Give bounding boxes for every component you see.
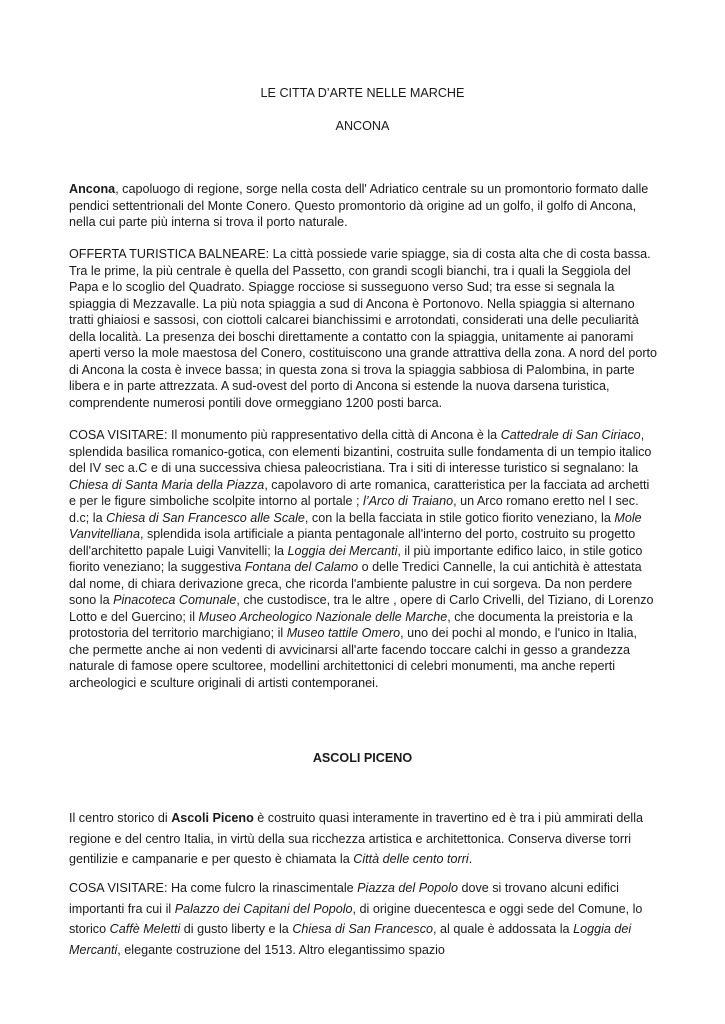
italic-run: Cattedrale di San Ciriaco bbox=[500, 428, 641, 442]
ancona-intro-text: , capoluogo di regione, sorge nella costa dell' Adriatico centrale su un promontorio formato dalle pendici settentrionali del Monte Conero. Questo promontorio dà origine ad un golfo, il golfo di Ancona, nella cui parte più interna si trova il porto naturale. bbox=[69, 182, 649, 229]
text-run: o delle Tredici Cannelle, la cui antichità è attestata dal nome, di chiara derivazione greca, che ricorda l'ambiente palustre in cui sorgeva. Da non perdere sono la bbox=[69, 560, 642, 607]
italic-run: Chiesa di Santa Maria della Piazza bbox=[69, 477, 265, 492]
text-run: , uno dei pochi al mondo, e l'unico in Italia, che permette anche ai non vedenti di avvicinarsi all'arte facendo toccare calchi in gesso a grandezza naturale di famose opere scultoree, modellini architettonici di celebri monumenti, ma anche reperti archeologici e sculture originali di artisti contemporanei. bbox=[69, 626, 638, 690]
text-run: di gusto liberty e la bbox=[180, 922, 293, 936]
italic-run: Museo tattile Omero bbox=[286, 626, 401, 640]
text-run: COSA VISITARE: Ha come fulcro la rinascimentale bbox=[69, 881, 358, 895]
text-run: è costruito quasi interamente in travertino ed è tra i più ammirati della regione e del centro Italia, in virtù della sua ricchezza artistica e architettonica. Conserva diverse torri gentilizie e campanarie e per questo è chiamata la bbox=[69, 811, 643, 866]
ancona-name: Ancona bbox=[69, 182, 116, 196]
city-title-ancona: ANCONA bbox=[335, 119, 390, 133]
main-title: LE CITTA D’ARTE NELLE MARCHE bbox=[260, 86, 465, 100]
text-run: , elegante costruzione del 1513. Altro elegantissimo spazio bbox=[117, 942, 445, 957]
italic-run: Chiesa di San Francesco alle Scale bbox=[106, 510, 305, 525]
text-run: , al quale è addossata la bbox=[433, 922, 574, 936]
text-run: , con la bella facciata in stile gotico fiorito veneziano, la bbox=[304, 510, 615, 525]
italic-run: Palazzo dei Capitani del Popolo bbox=[174, 901, 353, 916]
text-run: Il centro storico di bbox=[69, 811, 172, 825]
italic-run: Fontana del Calamo bbox=[244, 560, 359, 574]
italic-run: Caffè Meletti bbox=[109, 922, 181, 936]
italic-run: Città delle cento torri bbox=[353, 852, 469, 866]
text-run: , splendida isola artificiale a pianta pentagonale all'interno del porto, costruito su progetto dell'architetto papale Luigi Vanvitelli; la bbox=[69, 527, 636, 558]
bold-run: Ascoli Piceno bbox=[171, 811, 254, 825]
text-run: dove si trovano alcuni edifici importanti fra cui il bbox=[69, 881, 619, 916]
section-title-ascoli: ASCOLI PICENO bbox=[312, 751, 413, 765]
text-run: , che documenta la preistoria e la protostoria del territorio marchigiano; il bbox=[69, 609, 633, 640]
text-run: , capolavoro di arte romanica, caratteristica per la facciata ad archetti e per le figure simboliche scolpite intorno al portale ; bbox=[69, 477, 650, 508]
text-run: , di origine duecentesca e oggi sede del Comune, lo storico bbox=[69, 901, 643, 936]
text-run: , che custodisce, tra le altre , opere di Carlo Crivelli, del Tiziano, di Lorenzo Lotto e del Guercino; il bbox=[69, 593, 654, 624]
italic-run: Mole Vanvitelliana bbox=[69, 510, 642, 541]
italic-run: Chiesa di San Francesco bbox=[292, 922, 434, 936]
ancona-intro-paragraph bbox=[69, 181, 659, 231]
ancona-offerta-paragraph: OFFERTA TURISTICA BALNEARE: La città possiede varie spiagge, sia di costa alta che di costa bassa. Tra le prime, la più centrale è quella del Passetto, con grandi scogli bianchi, tra i quali la Seggiola del Papa e lo scoglio del Quadrato. Spiagge rocciose si susseguono verso Sud; tra esse si segnala la spiaggia di Mezzavalle. La più nota spiaggia a sud di Ancona è Portonovo. Nella spiaggia si alternano tratti ghiaiosi e sassosi, con ciottoli calcarei bianchissimi e arrotondati, considerati una delle peculiarità della località. La presenza dei boschi direttamente a contatto con la spiaggia, unitamente ai panorami aperti verso la mole maestosa del Conero, costituiscono una grande attrattiva della zona. A nord del porto di Ancona la costa è invece bassa; in questa zona si trova la spiaggia sabbiosa di Palombina, in parte libera e in parte attrezzata. A sud-ovest del porto di Ancona si estende la nuova darsena turistica, comprendente numerosi pontili dove ormeggiano 1200 posti barca. bbox=[69, 247, 658, 410]
text-run: COSA VISITARE: Il monumento più rappresentativo della città di Ancona è la bbox=[69, 428, 501, 442]
text-run: . bbox=[468, 852, 473, 866]
ascoli-intro-paragraph bbox=[69, 808, 659, 870]
ascoli-visitare-paragraph bbox=[69, 878, 659, 960]
text-run: , splendida basilica romanico-gotica, con elementi bizantini, costruita sulle fondamenta di un tempio italico del IV sec a.C e di una successiva chiesa paleocristiana. Tra i siti di interesse turistico si segnalano: la bbox=[69, 428, 652, 475]
italic-run: Piazza del Popolo bbox=[357, 881, 458, 895]
italic-run: Pinacoteca Comunale bbox=[113, 593, 237, 607]
ancona-visitare-paragraph bbox=[69, 427, 659, 691]
text-run: , un Arco romano eretto nel I sec. d.c; la bbox=[69, 494, 639, 525]
text-run: , il più importante edifico laico, in stile gotico fiorito veneziano; la suggestiva bbox=[69, 543, 643, 574]
italic-run: Loggia dei Mercanti bbox=[69, 922, 632, 957]
italic-run: Museo Archeologico Nazionale delle Marche bbox=[198, 609, 448, 624]
italic-run: Loggia dei Mercanti bbox=[287, 543, 398, 558]
italic-run: l’Arco di Traiano bbox=[363, 494, 454, 508]
